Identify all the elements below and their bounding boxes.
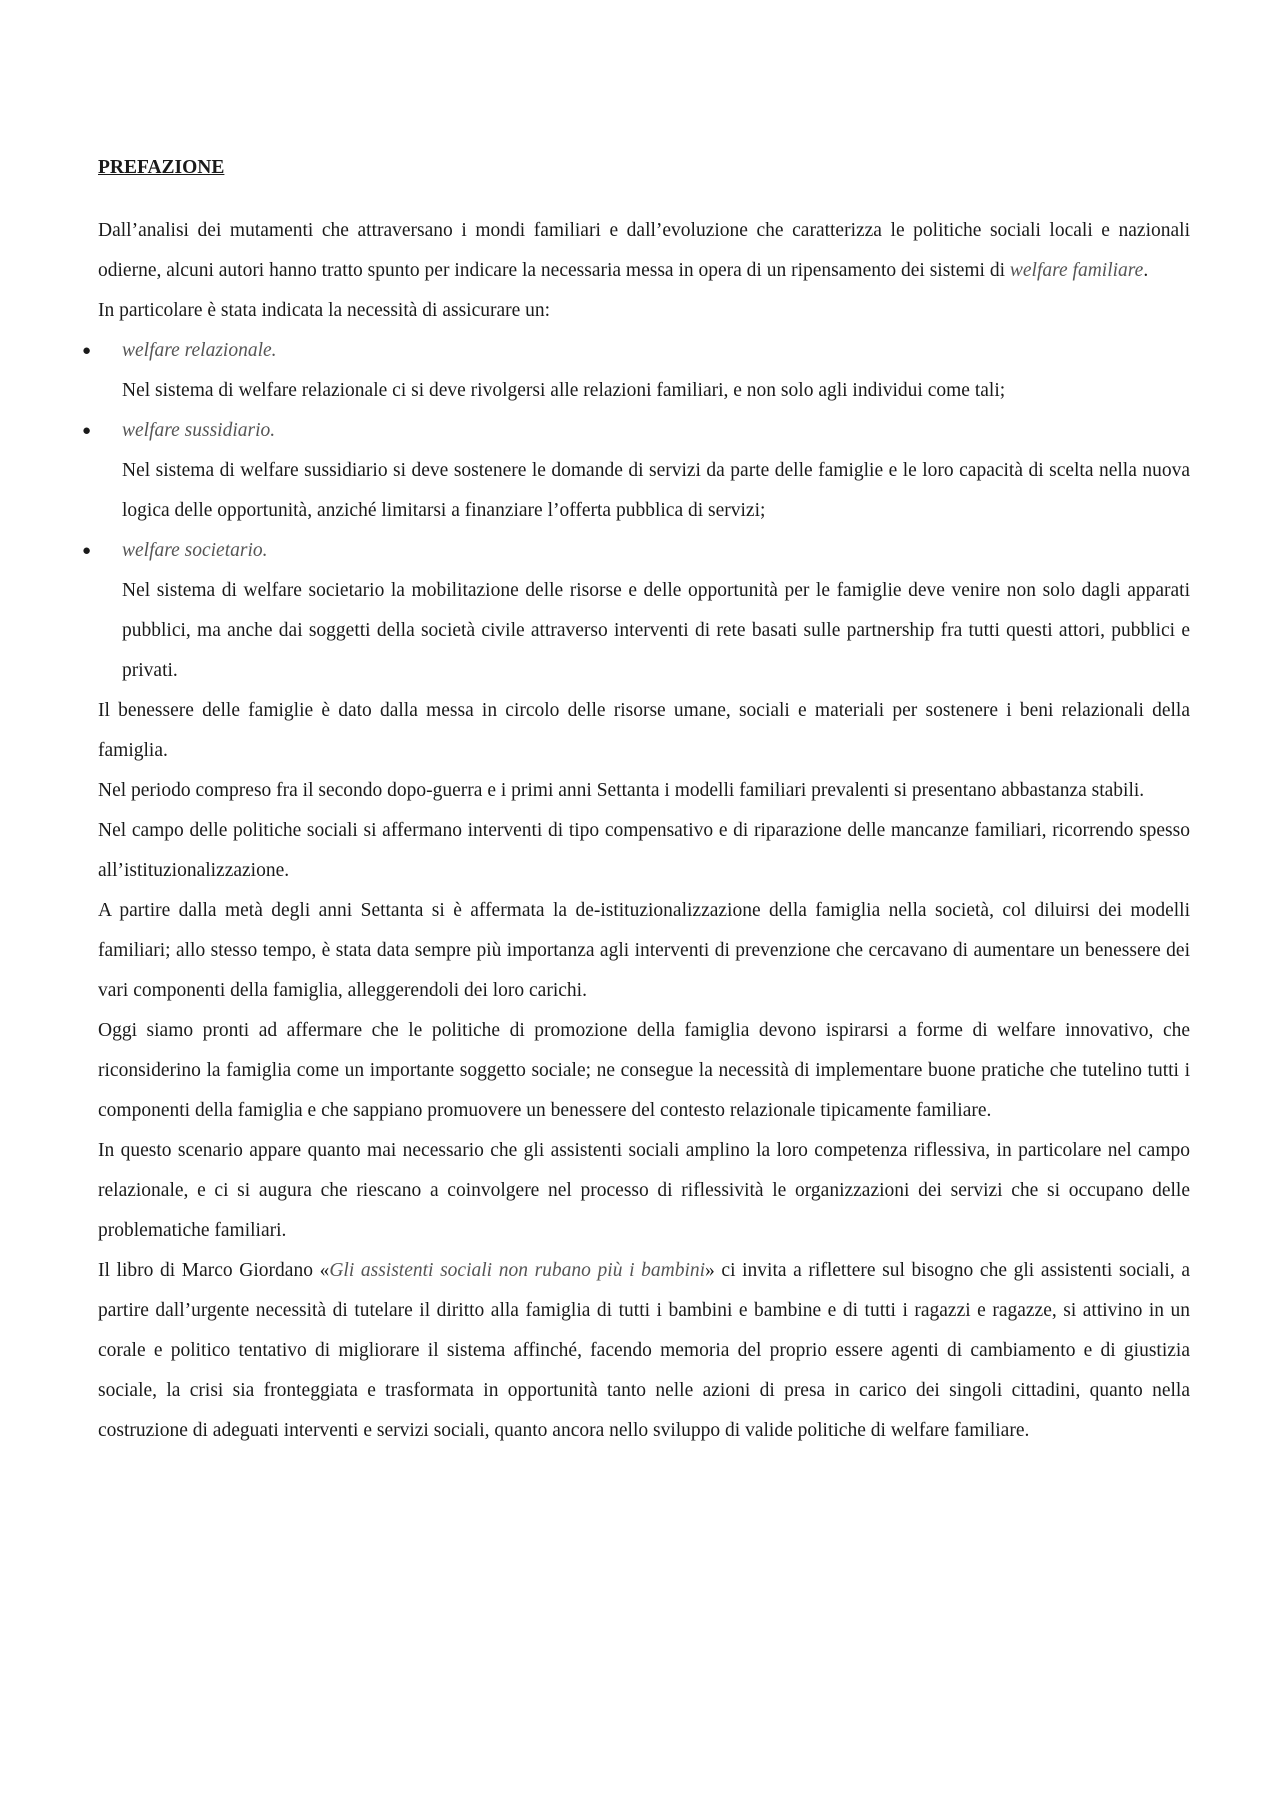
welfare-list <box>82 331 1190 691</box>
intro-end: . <box>1143 260 1149 281</box>
lead-paragraph: In particolare è stata indicata la necessità di assicurare un: <box>98 300 551 321</box>
intro-emphasis: welfare familiare <box>1009 260 1144 281</box>
bullet-description: Nel sistema di welfare relazionale ci si deve rivolgersi alle relazioni familiari, e non solo agli individui come tali; <box>122 380 1006 401</box>
page-title: PREFAZIONE <box>98 157 225 178</box>
intro-text: Dall’analisi dei mutamenti che attraversano i mondi familiari e dall’evoluzione che caratterizza le politiche sociali locali e nazionali odierne, alcuni autori hanno tratto spunto per indicare la necessaria messa in opera di un ripensamento dei sistemi di <box>98 220 1190 281</box>
list-item <box>82 411 1190 531</box>
list-item <box>82 331 1190 411</box>
bullet-icon: ● <box>82 543 92 559</box>
body-paragraph: In questo scenario appare quanto mai necessario che gli assistenti sociali amplino la loro competenza riflessiva, in particolare nel campo relazionale, e ci si augura che riescano a coinvolgere nel processo di riflessività le organizzazioni dei servizi che si occupano delle problematiche familiari. <box>98 1140 1190 1241</box>
bullet-description: Nel sistema di welfare societario la mobilitazione delle risorse e delle opportunità per le famiglie deve venire non solo dagli apparati pubblici, ma anche dai soggetti della società civile attraverso interventi di rete basati sulle partnership fra tutti questi attori, pubblici e privati. <box>122 580 1190 681</box>
body-paragraph: Il benessere delle famiglie è dato dalla messa in circolo delle risorse umane, sociali e materiali per sostenere i beni relazionali della famiglia. <box>98 700 1190 761</box>
final-paragraph <box>98 1251 1190 1451</box>
body-paragraph: Nel campo delle politiche sociali si affermano interventi di tipo compensativo e di riparazione delle mancanze familiari, ricorrendo spesso all’istituzionalizzazione. <box>98 820 1190 881</box>
bullet-icon: ● <box>82 343 92 359</box>
bullet-description: Nel sistema di welfare sussidiario si deve sostenere le domande di servizi da parte delle famiglie e le loro capacità di scelta nella nuova logica delle opportunità, anziché limitarsi a finanziare l’offerta pubblica di servizi; <box>122 460 1190 521</box>
document-page <box>82 148 1190 1451</box>
body-paragraph: Oggi siamo pronti ad affermare che le politiche di promozione della famiglia devono ispirarsi a forme di welfare innovativo, che riconsiderino la famiglia come un importante soggetto sociale; ne consegue la necessità di implementare buone pratiche che tutelino tutti i componenti della famiglia e che sappiano promuovere un benessere del contesto relazionale tipicamente familiare. <box>98 1020 1190 1121</box>
list-item <box>82 531 1190 691</box>
book-title: Gli assistenti sociali non rubano più i bambini <box>329 1260 706 1281</box>
intro-paragraph <box>98 211 1190 291</box>
final-before: Il libro di Marco Giordano « <box>98 1260 330 1281</box>
bullet-title: welfare sussidiario. <box>122 420 276 441</box>
body-paragraph: Nel periodo compreso fra il secondo dopo-guerra e i primi anni Settanta i modelli familiari prevalenti si presentano abbastanza stabili. <box>98 780 1145 801</box>
bullet-icon: ● <box>82 423 92 439</box>
final-after: » ci invita a riflettere sul bisogno che gli assistenti sociali, a partire dall’urgente necessità di tutelare il diritto alla famiglia di tutti i bambini e bambine e di tutti i ragazzi e ragazze, si attivino in un corale e politico tentativo di migliorare il sistema affinché, facendo memoria del proprio essere agenti di cambiamento e di giustizia sociale, la crisi sia fronteggiata e trasformata in opportunità tanto nelle azioni di presa in carico dei singoli cittadini, quanto nella costruzione di adeguati interventi e servizi sociali, quanto ancora nello sviluppo di valide politiche di welfare familiare. <box>98 1260 1190 1441</box>
body-paragraph: A partire dalla metà degli anni Settanta si è affermata la de-istituzionalizzazione della famiglia nella società, col diluirsi dei modelli familiari; allo stesso tempo, è stata data sempre più importanza agli interventi di prevenzione che cercavano di aumentare un benessere dei vari componenti della famiglia, alleggerendoli dei loro carichi. <box>98 900 1190 1001</box>
bullet-title: welfare relazionale. <box>122 340 277 361</box>
bullet-title: welfare societario. <box>122 540 268 561</box>
